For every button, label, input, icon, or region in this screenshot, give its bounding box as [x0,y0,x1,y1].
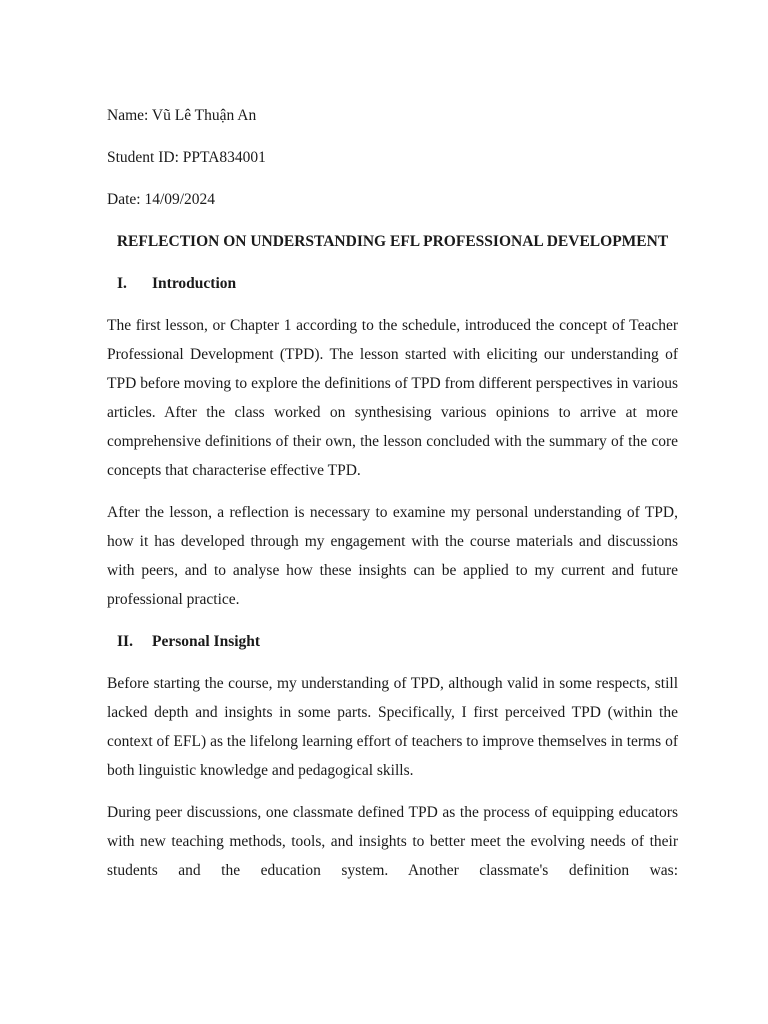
section-title: Personal Insight [152,633,261,650]
document-date: Date: 14/09/2024 [107,191,216,208]
section-heading-personal-insight [107,627,678,656]
section-title: Introduction [152,275,237,292]
section-number: I. [117,275,127,292]
student-id: Student ID: PPTA834001 [107,149,266,166]
paragraph: The first lesson, or Chapter 1 according to the schedule, introduced the concept of Teacher Professional Development (TPD). The lesson started with eliciting our understanding of TPD before moving to explore the definitions of TPD from different perspectives in various articles. After the class worked on synthesising various opinions to arrive at more comprehensive definitions of their own, the lesson concluded with the summary of the core concepts that characterise effective TPD. [107,317,678,479]
paragraph: During peer discussions, one classmate defined TPD as the process of equipping educators with new teaching methods, tools, and insights to better meet the evolving needs of their students and the education system. Another classmate's definition was: [107,804,678,879]
document-title: REFLECTION ON UNDERSTANDING EFL PROFESSIONAL DEVELOPMENT [116,233,669,250]
student-name: Name: Vũ Lê Thuận An [107,107,257,124]
section-heading-introduction [107,269,678,298]
paragraph: After the lesson, a reflection is necessary to examine my personal understanding of TPD, how it has developed through my engagement with the course materials and discussions with peers, and to analyse how these insights can be applied to my current and future professional practice. [107,504,678,608]
section-number: II. [117,633,133,650]
document-page [107,101,678,898]
paragraph: Before starting the course, my understanding of TPD, although valid in some respects, still lacked depth and insights in some parts. Specifically, I first perceived TPD (within the context of EFL) as the lifelong learning effort of teachers to improve themselves in terms of both linguistic knowledge and pedagogical skills. [107,675,678,779]
